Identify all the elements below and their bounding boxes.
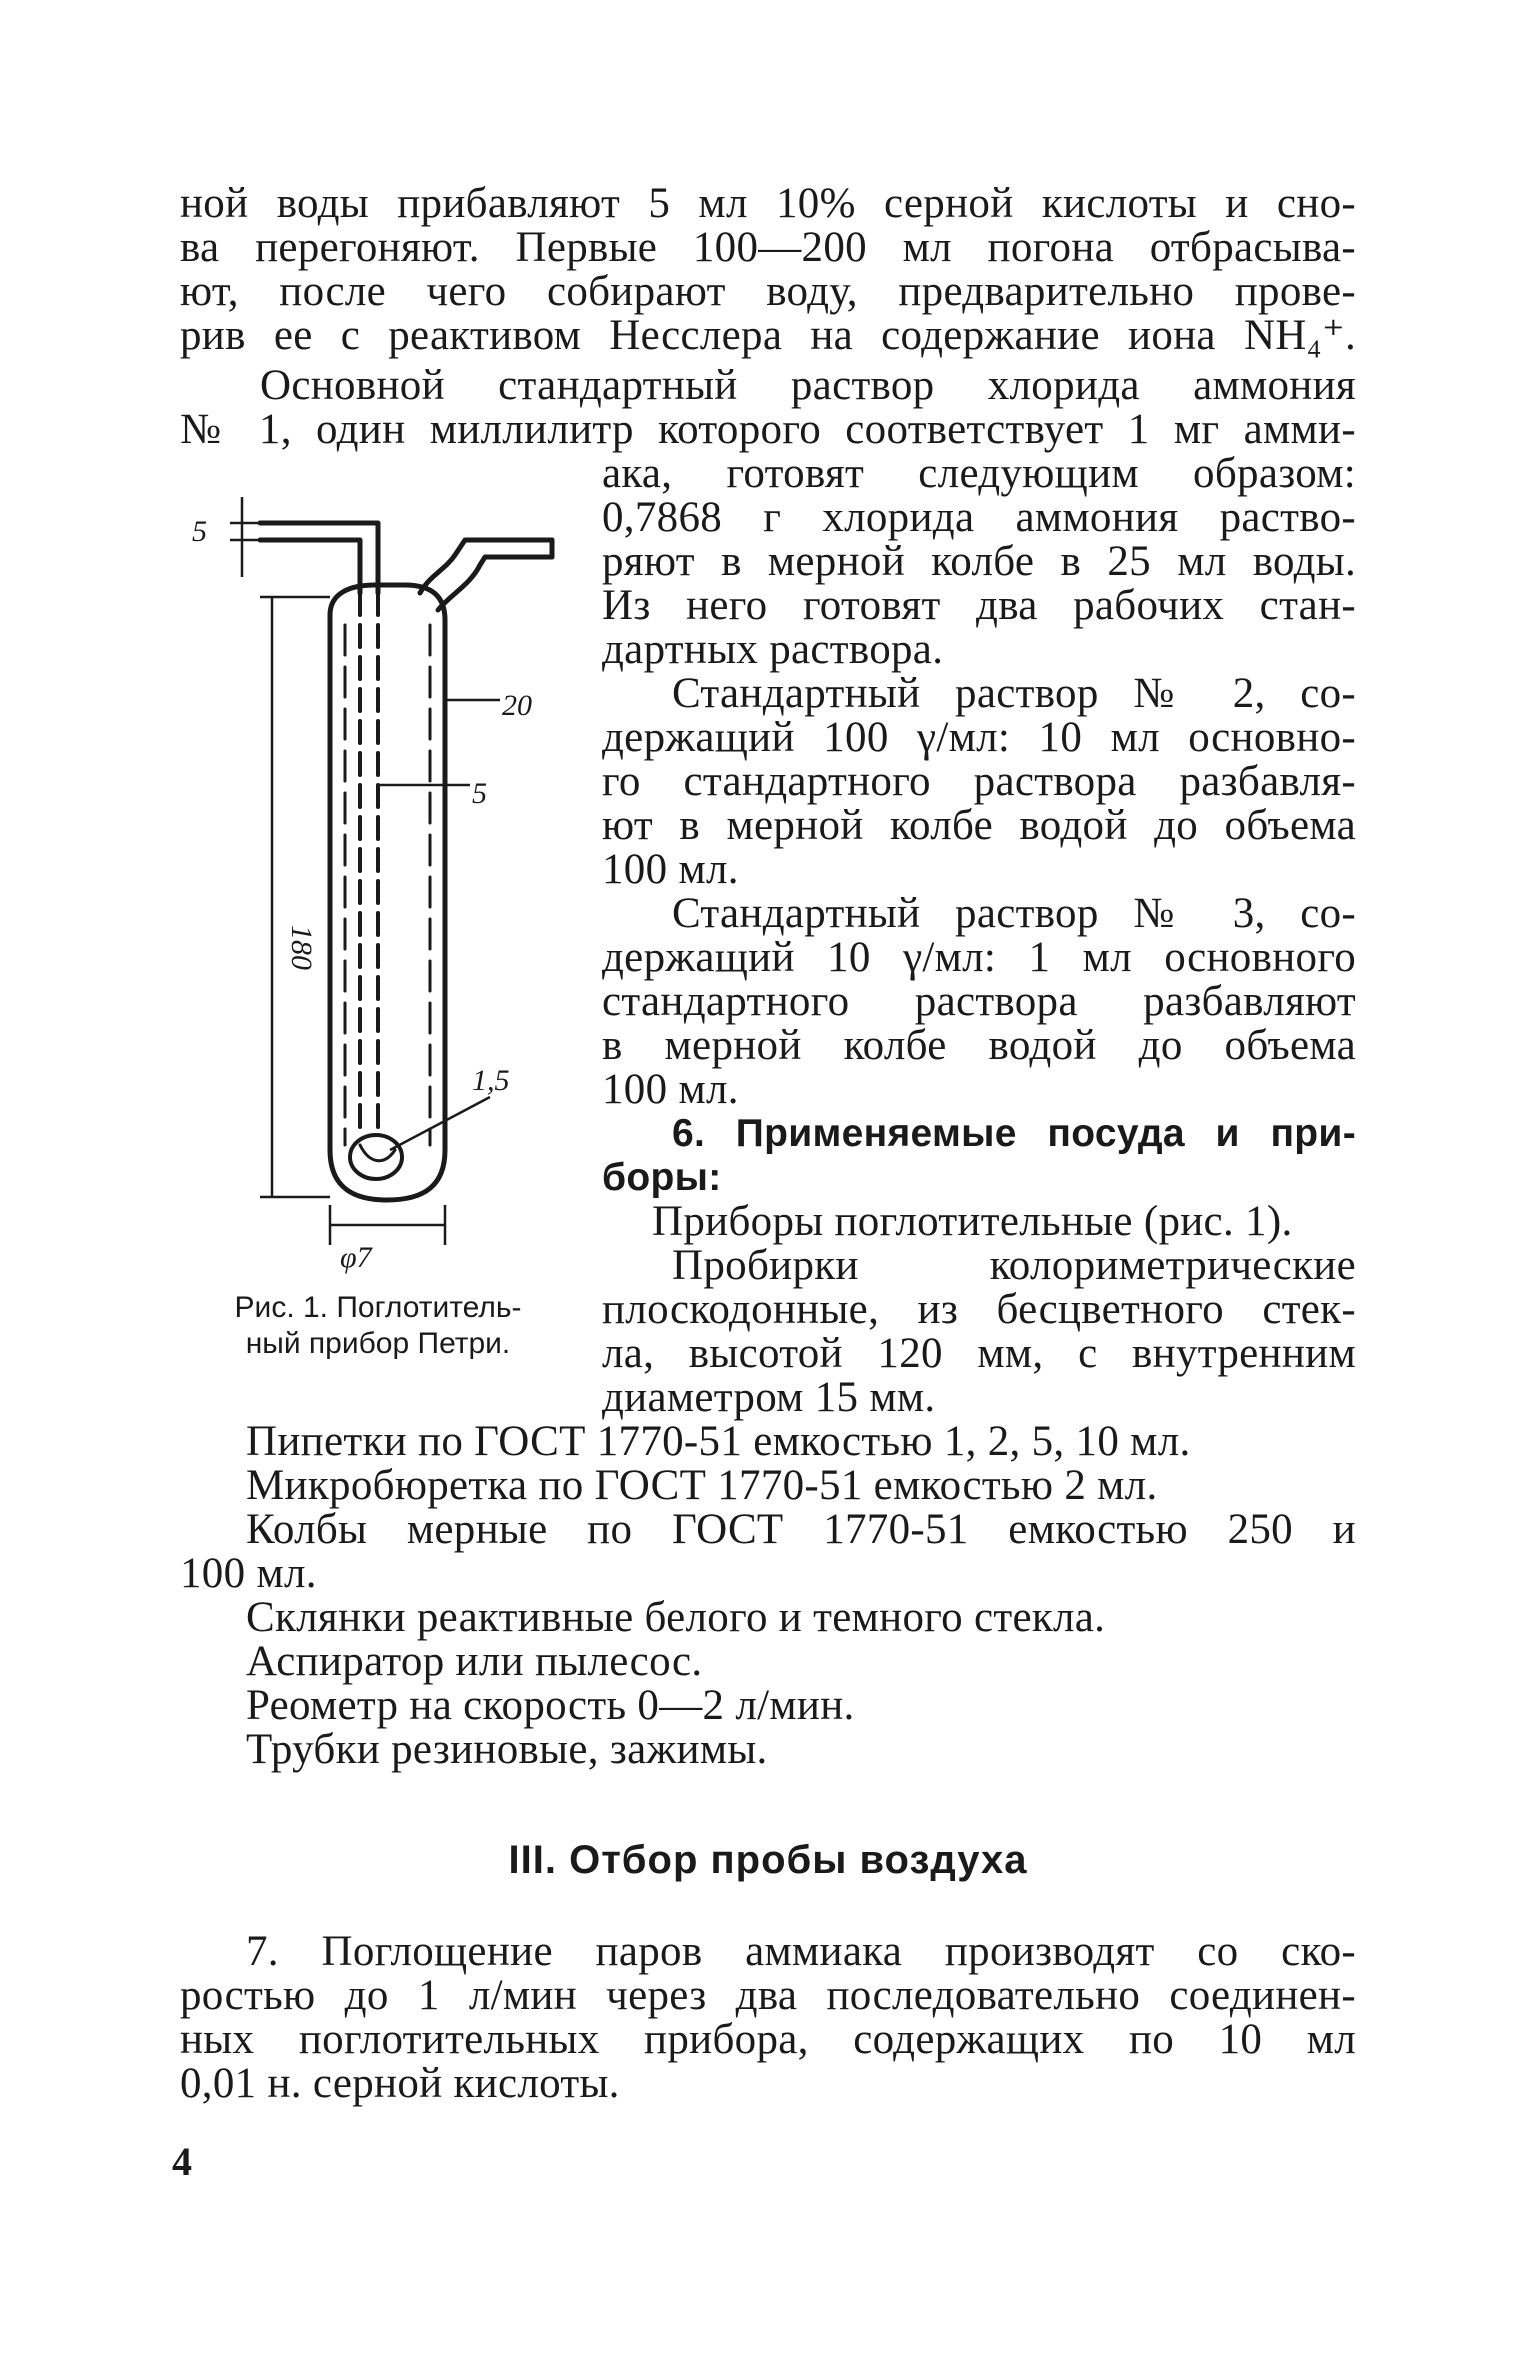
section6-heading: 6. Применяемые посуда и при-: [672, 1112, 1356, 1155]
text-line: рив ее с реактивом Несслера на содержание иона NH₄⁺.: [180, 312, 1356, 359]
text-line: Основной стандартный раствор хлорида аммония: [260, 362, 1356, 409]
text-line: № 1, один миллилитр которого соответствует 1 мг амми-: [180, 406, 1356, 453]
caption-line: Рис. 1. Поглотитель-: [234, 1291, 522, 1324]
intro-paragraph: [180, 182, 1356, 358]
text-line: ростью до 1 л/мин через два последовательно соединен-: [180, 1972, 1356, 2019]
text-line: ва перегоняют. Первые 100—200 мл погона отбрасыва-: [180, 224, 1356, 271]
dim-label-tip: 1,5: [472, 1064, 510, 1097]
text-line: ют в мерной колбе водой до объема: [602, 802, 1356, 849]
text-line: ака, готовят следующим образом:: [602, 450, 1356, 497]
section3-heading: III. Отбор пробы воздуха: [508, 1838, 1028, 1882]
list-item: Склянки реактивные белого и темного стекла.: [246, 1594, 1106, 1641]
list-item: Колбы мерные по ГОСТ 1770-51 емкостью 250 и: [246, 1506, 1356, 1553]
text-line: 0,01 н. серной кислоты.: [180, 2060, 620, 2107]
list-item: Аспиратор или пылесос.: [246, 1638, 703, 1685]
dim-label-top-gap: 5: [192, 515, 207, 548]
text-line: стандартного раствора разбавляют: [602, 978, 1356, 1025]
dim-label-diameter: φ7: [340, 1241, 372, 1274]
list-item: Микробюретка по ГОСТ 1770-51 емкостью 2 мл.: [246, 1462, 1158, 1509]
text-line: диаметром 15 мм.: [602, 1374, 936, 1421]
text-line: 100 мл.: [602, 1066, 739, 1113]
outlet-tube: [420, 540, 552, 593]
text-line: держащий 10 γ/мл: 1 мл основного: [602, 934, 1356, 981]
caption-line: ный прибор Петри.: [245, 1327, 511, 1360]
text-line: ной воды прибавляют 5 мл 10% серной кислоты и сно-: [180, 180, 1356, 227]
text-line: ных поглотительных прибора, содержащих по 10 мл: [180, 2016, 1356, 2063]
text-line: плоскодонные, из бесцветного стек-: [602, 1286, 1356, 1333]
text-line: в мерной колбе водой до объема: [602, 1022, 1356, 1069]
figure-caption: [178, 1290, 578, 1362]
text-line: го стандартного раствора разбавля-: [602, 758, 1356, 805]
list-item: 100 мл.: [180, 1550, 317, 1597]
text-line: Пробирки колориметрические: [672, 1242, 1356, 1289]
text-line: Стандартный раствор № 2, со-: [672, 670, 1356, 717]
text-line: ла, высотой 120 мм, с внутренним: [602, 1330, 1356, 1377]
text-line: Приборы поглотительные (рис. 1).: [652, 1198, 1293, 1245]
list-item: Пипетки по ГОСТ 1770-51 емкостью 1, 2, 5, 10 мл.: [246, 1418, 1191, 1465]
text-line: ют, после чего собирают воду, предварительно прове-: [180, 268, 1356, 315]
text-line: держащий 100 γ/мл: 10 мл основно-: [602, 714, 1356, 761]
text-line: ряют в мерной колбе в 25 мл воды.: [602, 538, 1356, 585]
outer-vessel: [330, 585, 445, 1200]
page-number: 4: [172, 2139, 192, 2184]
equipment-list: [180, 1420, 1356, 1772]
text-line: дартных раствора.: [602, 626, 944, 673]
text-line: 100 мл.: [602, 846, 739, 893]
text-line: 0,7868 г хлорида аммония раство-: [602, 494, 1356, 541]
dim-label-tube-width: 20: [502, 689, 532, 722]
stock-solution-paragraph: [180, 364, 1356, 452]
text-line: Из него готовят два рабочих стан-: [602, 582, 1356, 629]
dim-label-inner-width: 5: [472, 777, 487, 810]
list-item: Реометр на скорость 0—2 л/мин.: [246, 1682, 855, 1729]
text-line: Стандартный раствор № 3, со-: [672, 890, 1356, 937]
bubbler-tip: [350, 1135, 402, 1179]
right-column: [602, 452, 1356, 1420]
petri-absorber-figure: [180, 485, 580, 1275]
text-line: 7. Поглощение паров аммиака производят со ско-: [246, 1928, 1356, 1975]
paragraph-7: [180, 1930, 1356, 2106]
section6-heading-cont: боры:: [602, 1156, 722, 1199]
dim-label-height: 180: [285, 925, 318, 970]
list-item: Трубки резиновые, зажимы.: [246, 1726, 768, 1773]
